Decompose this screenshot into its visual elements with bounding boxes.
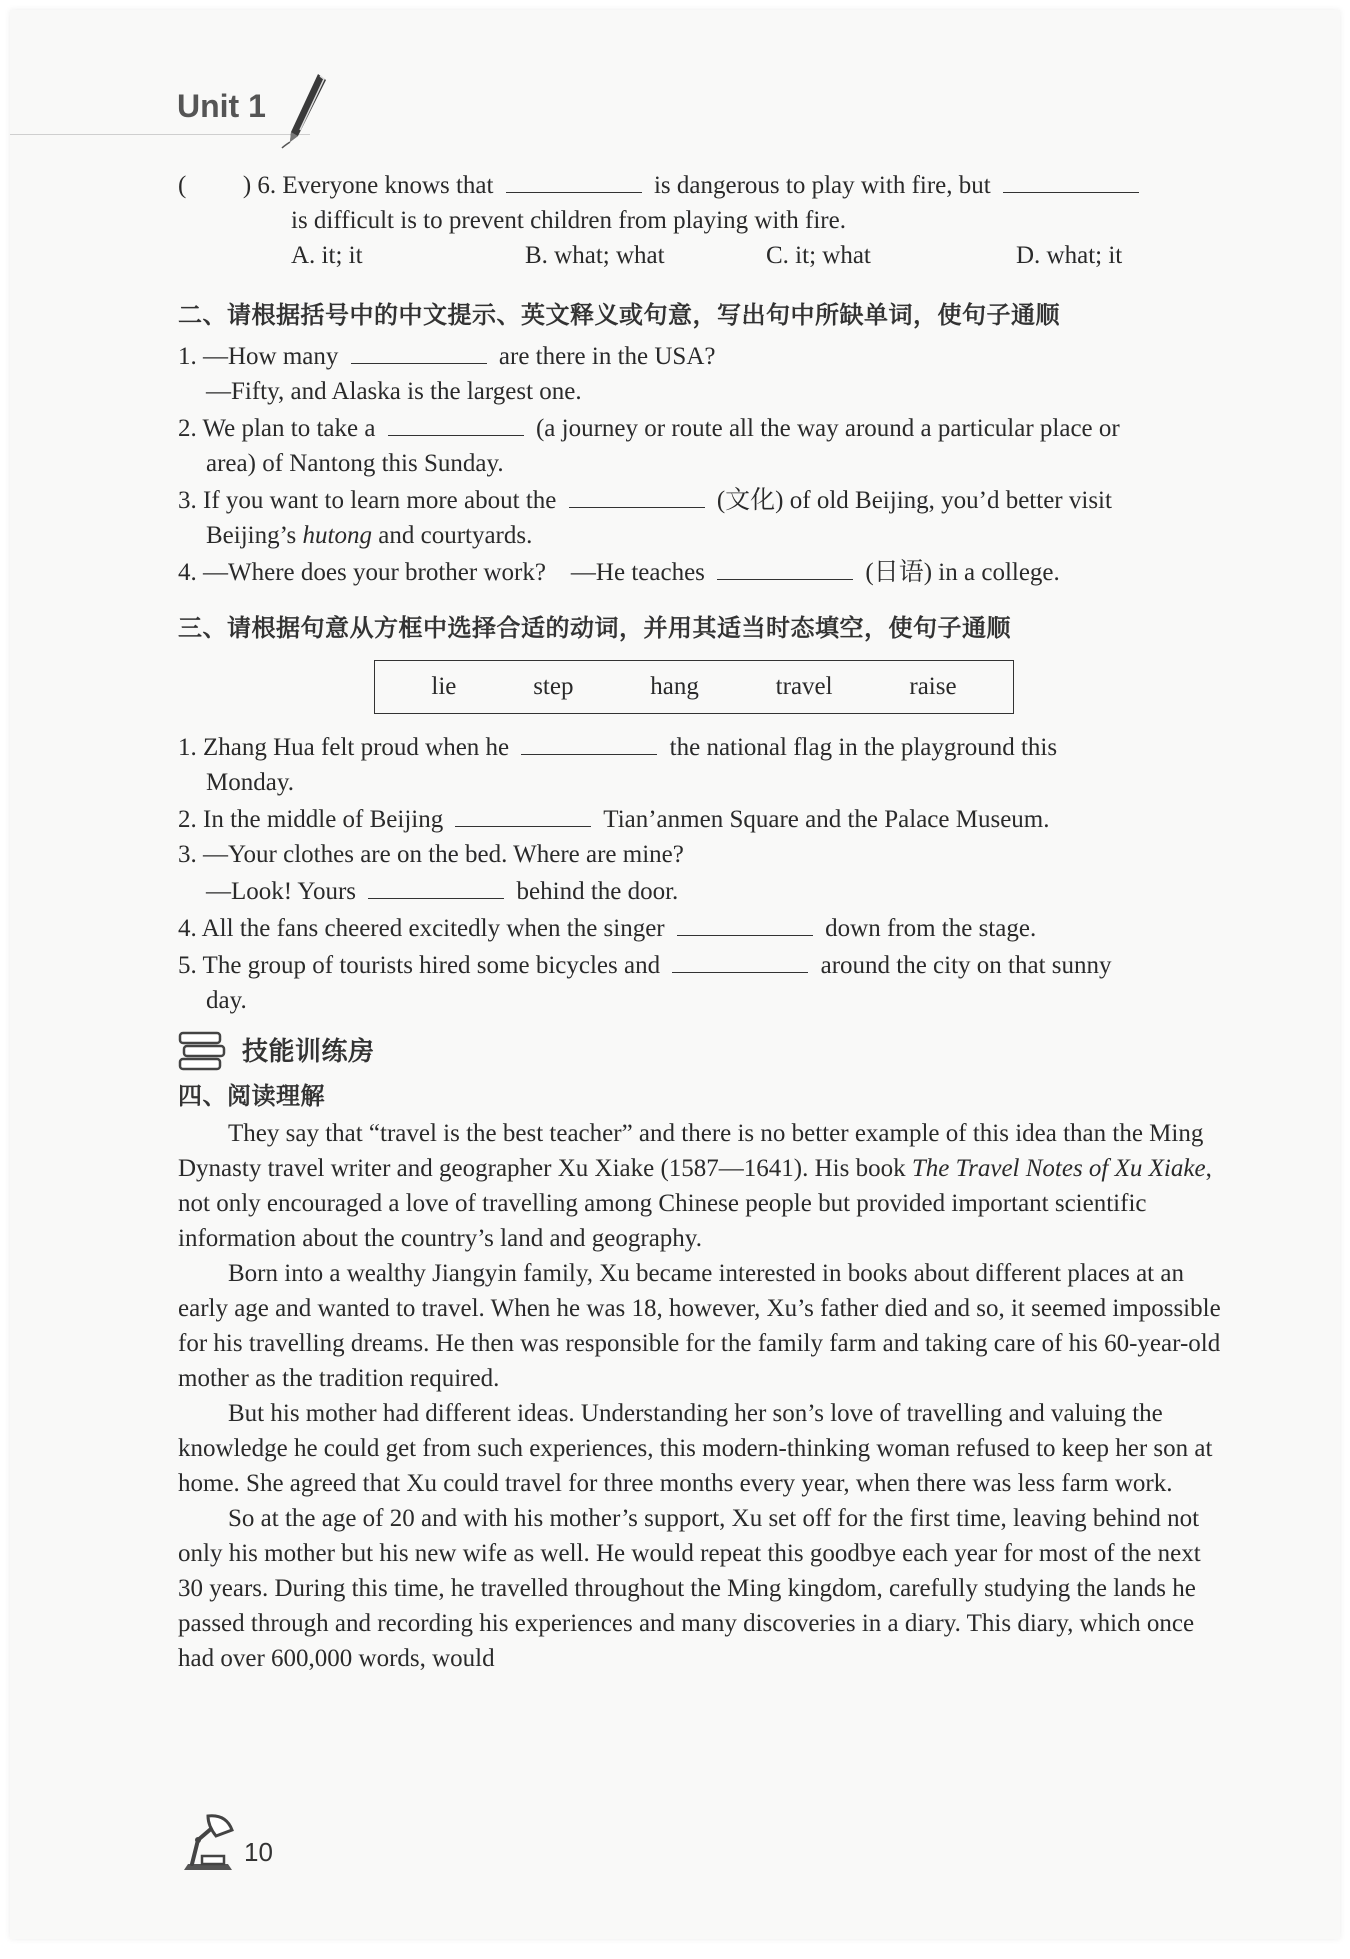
s2-q3-line2 — [178, 518, 1228, 553]
s2-q3-text-4: and courtyards. — [378, 522, 533, 549]
skills-title: 技能训练房 — [242, 1037, 375, 1067]
blank-field[interactable] — [569, 481, 705, 508]
word-box — [374, 660, 1014, 714]
book-title: The Travel Notes of Xu Xiake — [911, 1155, 1206, 1182]
worksheet-page — [10, 10, 1340, 1939]
q6-options — [178, 238, 1228, 273]
blank-field[interactable] — [455, 800, 591, 827]
page-footer — [178, 1810, 273, 1874]
desk-lamp-icon — [178, 1810, 238, 1874]
s3-q2-text-2: Tian’anmen Square and the Palace Museum. — [603, 806, 1050, 833]
paragraph-text: , not only encouraged a love of travelling among Chinese people but provided important scientific information about the country’s land and geography. — [178, 1155, 1212, 1252]
s2-q1-text-2: are there in the USA? — [498, 343, 716, 370]
blank-field[interactable] — [521, 728, 657, 755]
page-content — [178, 166, 1228, 1676]
unit-title: Unit 1 — [177, 88, 266, 124]
s2-q1-line2: —Fifty, and Alaska is the largest one. — [206, 378, 582, 405]
option-a[interactable]: A. it; it — [291, 242, 363, 269]
blank-field[interactable] — [677, 909, 813, 936]
s3-q3-text: —Look! Yours — [206, 878, 357, 905]
s3-q5-text-2: around the city on that sunny — [820, 952, 1112, 979]
s3-q2-text: 2. In the middle of Beijing — [178, 806, 444, 833]
blank-field[interactable] — [717, 553, 853, 580]
s3-q5-line2: day. — [206, 987, 247, 1014]
s3-q3-line1: 3. —Your clothes are on the bed. Where are mine? — [178, 841, 684, 868]
option-c[interactable]: C. it; what — [766, 242, 871, 269]
section-4-title: 四、阅读理解 — [178, 1082, 325, 1110]
s3-q1-line1 — [178, 728, 1228, 765]
s3-q1-line2: Monday. — [206, 769, 294, 796]
s2-q2-line1 — [178, 409, 1228, 446]
blank-field[interactable] — [672, 946, 808, 973]
paragraph-text: They say that “travel is the best teacher” and there is no better example of this idea than the Ming Dynasty travel writer and geographer Xu Xiake (1587—1641). His book — [178, 1120, 1204, 1182]
word-option: step — [533, 673, 574, 700]
s2-q4-text: 4. —Where does your brother work? —He teaches — [178, 559, 705, 586]
question-number: ) 6. — [242, 172, 277, 199]
reading-paragraph-1 — [178, 1116, 1226, 1256]
s2-q4-text-2: (日语) in a college. — [865, 559, 1060, 586]
q6-line2: is difficult is to prevent children from playing with fire. — [291, 207, 846, 234]
s2-q3-text: 3. If you want to learn more about the — [178, 487, 557, 514]
s2-q3-italic: hutong — [302, 522, 372, 549]
book-stack-icon — [178, 1031, 226, 1073]
s2-q1-text: 1. —How many — [178, 343, 339, 370]
s3-q3-text-2: behind the door. — [516, 878, 679, 905]
word-option: lie — [431, 673, 457, 700]
s2-q4-line — [178, 553, 1228, 590]
blank-field[interactable] — [506, 166, 642, 193]
answer-paren-open: ( — [178, 172, 187, 199]
page-header — [10, 66, 310, 135]
blank-field[interactable] — [351, 337, 487, 364]
page-number: 10 — [244, 1837, 273, 1867]
option-d[interactable]: D. what; it — [1016, 242, 1123, 269]
pen-icon — [280, 70, 330, 150]
s3-q1-text: 1. Zhang Hua felt proud when he — [178, 734, 510, 761]
s3-q3-line2 — [178, 872, 1228, 909]
s3-q5-text: 5. The group of tourists hired some bicycles and — [178, 952, 661, 979]
s2-q3-text-3: Beijing’s — [206, 522, 297, 549]
reading-paragraph-3: But his mother had different ideas. Understanding her son’s love of travelling and valuing the knowledge he could get from such experiences, this modern-thinking woman refused to keep her son at home. She agreed that Xu could travel for three months every year, when there was less farm work. — [178, 1400, 1213, 1497]
s3-q4-text-2: down from the stage. — [825, 915, 1037, 942]
blank-field[interactable] — [1003, 166, 1139, 193]
s2-q2-text-2: (a journey or route all the way around a particular place or — [535, 415, 1120, 442]
s2-q2-text: 2. We plan to take a — [178, 415, 376, 442]
reading-paragraph-4: So at the age of 20 and with his mother’s support, Xu set off for the first time, leaving behind not only his mother but his new wife as well. He would repeat this goodbye each year for most of the next 30 years. During this time, he travelled throughout the Ming kingdom, carefully studying the lands he passed through and recording his experiences and many discoveries in a diary. This diary, which once had over 600,000 words, would — [178, 1505, 1201, 1672]
s2-q3-text-2: (文化) of old Beijing, you’d better visit — [716, 487, 1112, 514]
section-2-title: 二、请根据括号中的中文提示、英文释义或句意，写出句中所缺单词，使句子通顺 — [178, 301, 1060, 329]
option-b[interactable]: B. what; what — [525, 242, 665, 269]
s3-q2-line — [178, 800, 1228, 837]
s3-q1-text-2: the national flag in the playground this — [669, 734, 1058, 761]
s2-q2-line2: area) of Nantong this Sunday. — [206, 450, 504, 477]
q6-text-1: Everyone knows that — [282, 172, 494, 199]
section-3-title: 三、请根据句意从方框中选择合适的动词，并用其适当时态填空，使句子通顺 — [178, 614, 1011, 642]
word-option: raise — [909, 673, 957, 700]
word-option: hang — [650, 673, 699, 700]
word-option: travel — [775, 673, 833, 700]
s2-q1-line1 — [178, 337, 1228, 374]
s3-q4-text: 4. All the fans cheered excitedly when the singer — [178, 915, 665, 942]
q6-line1 — [178, 166, 1228, 203]
s3-q4-line — [178, 909, 1228, 946]
s3-q5-line1 — [178, 946, 1228, 983]
s2-q3-line1 — [178, 481, 1228, 518]
skills-heading — [178, 1030, 1228, 1074]
blank-field[interactable] — [388, 409, 524, 436]
reading-paragraph-2: Born into a wealthy Jiangyin family, Xu became interested in books about different places at an early age and wanted to travel. When he was 18, however, Xu’s father died and so, it seemed impossible for his travelling dreams. He then was responsible for the family farm and taking care of his 60-year-old mother as the tradition required. — [178, 1260, 1221, 1392]
q6-text-2: is dangerous to play with fire, but — [653, 172, 991, 199]
blank-field[interactable] — [368, 872, 504, 899]
